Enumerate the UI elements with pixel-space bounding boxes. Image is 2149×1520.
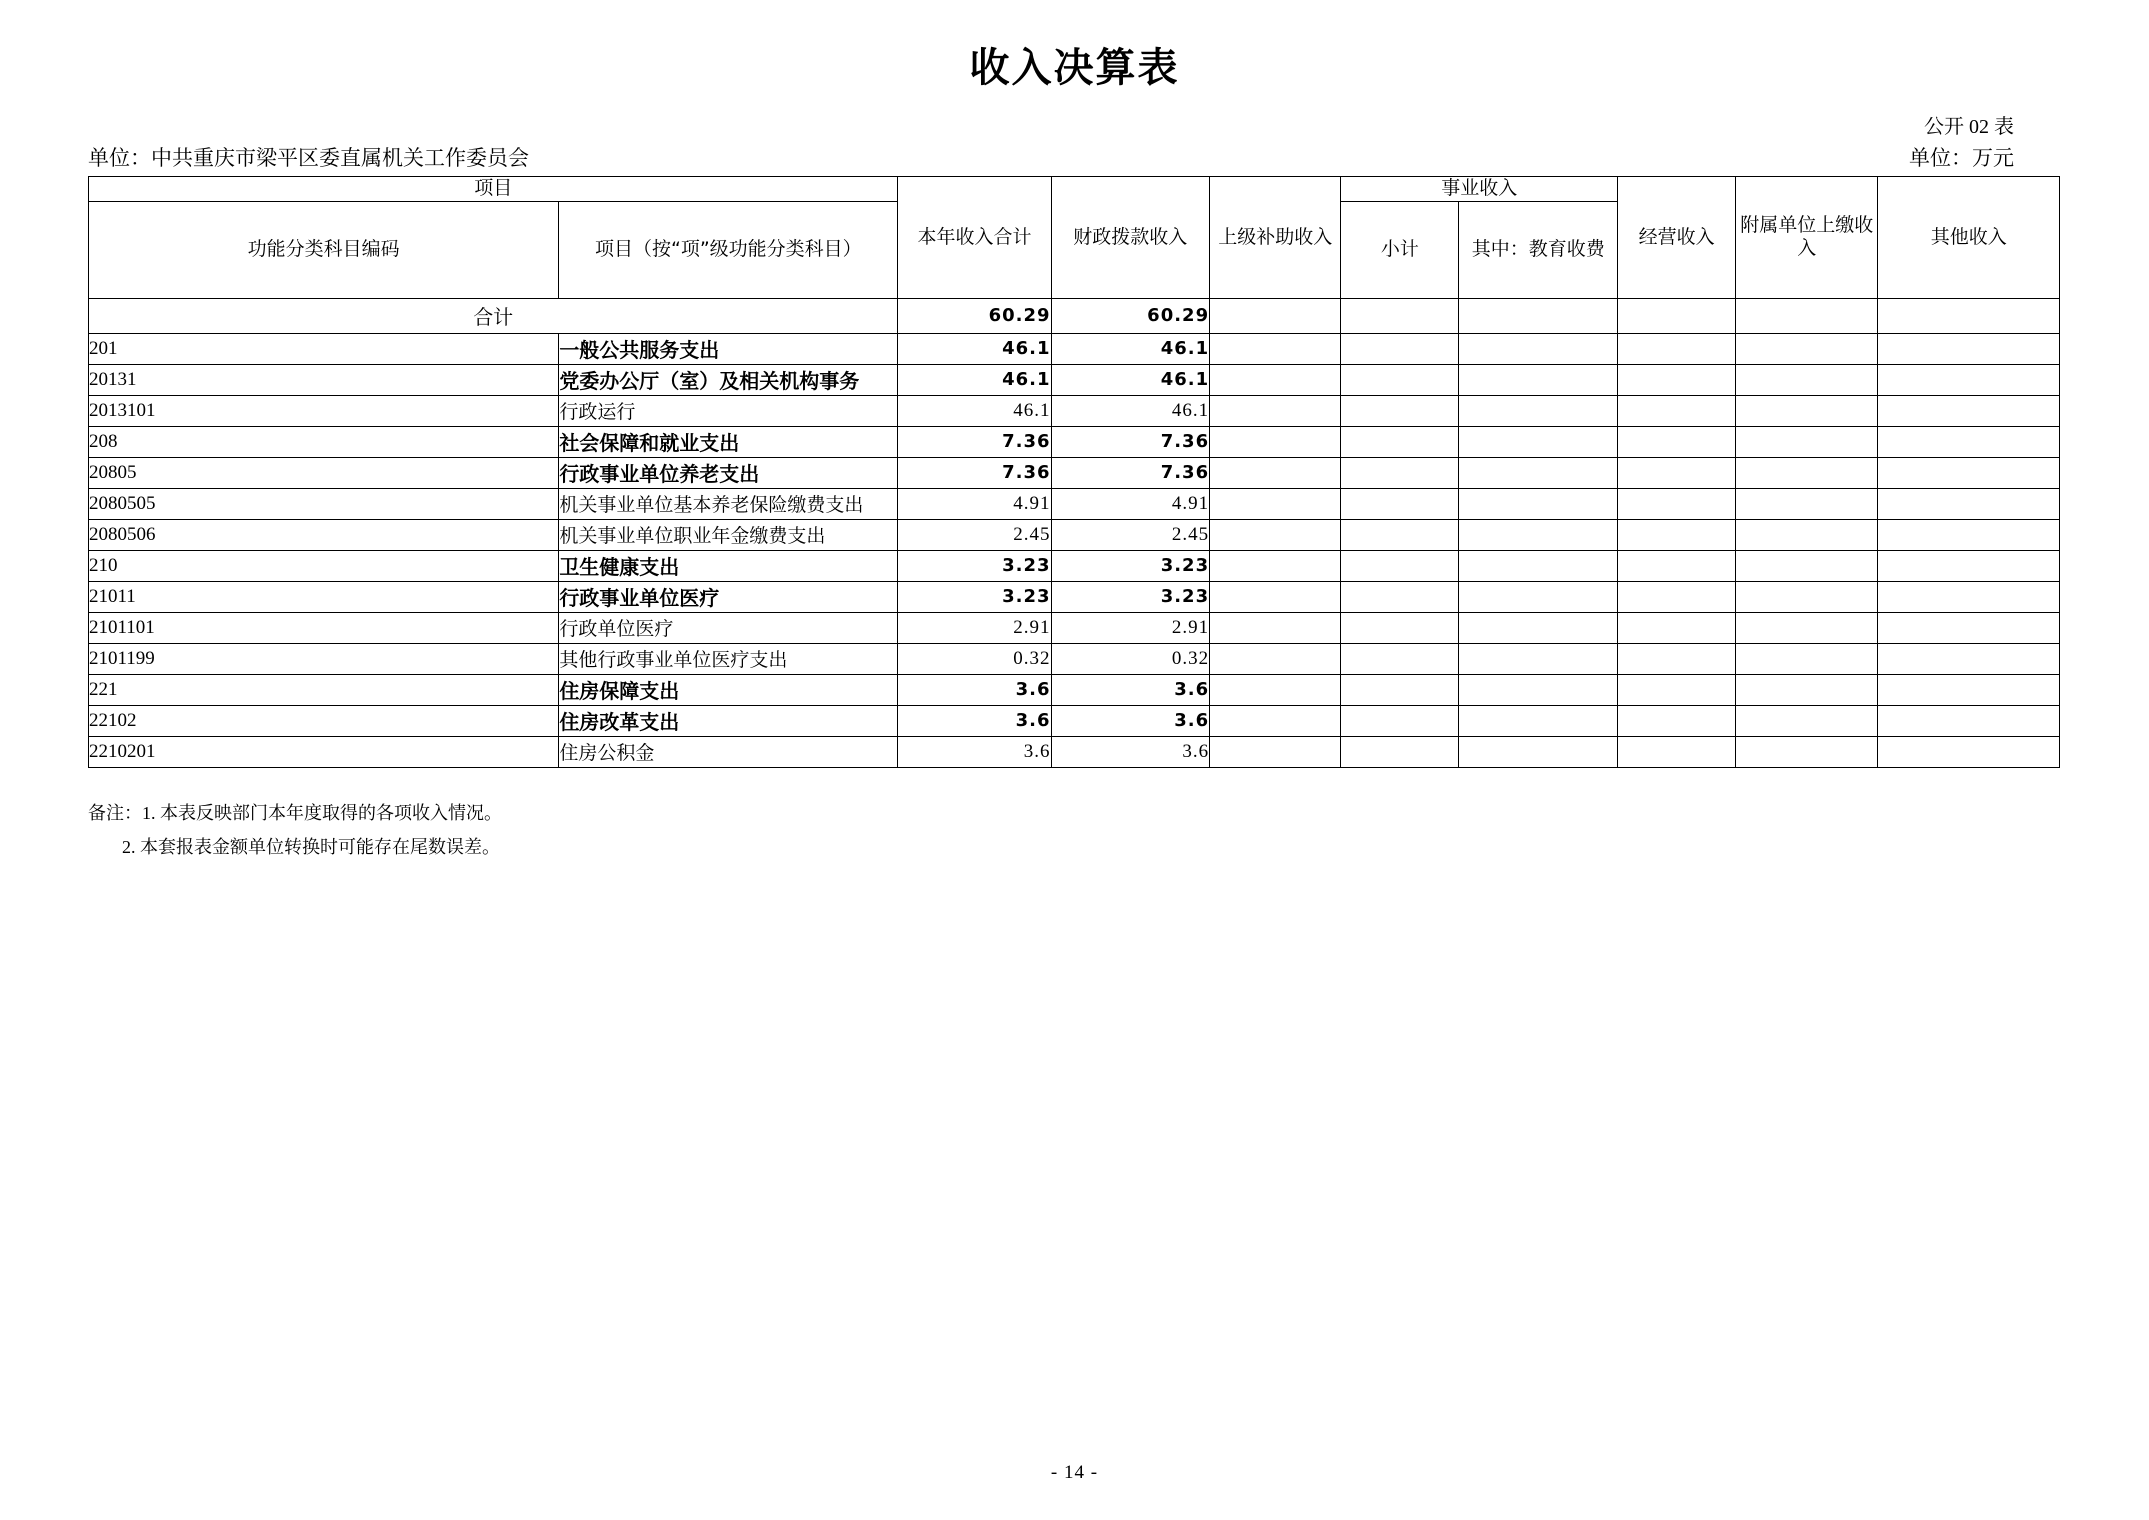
cell-business-subtotal bbox=[1341, 364, 1459, 395]
cell-superior-subsidy bbox=[1210, 736, 1341, 767]
cell-other-income bbox=[1878, 550, 2060, 581]
cell-item-name: 行政事业单位养老支出 bbox=[559, 457, 898, 488]
header-function-code: 功能分类科目编码 bbox=[89, 201, 559, 298]
table-row bbox=[89, 395, 2060, 426]
cell-other-income bbox=[1878, 705, 2060, 736]
cell-function-code: 2080506 bbox=[89, 519, 559, 550]
cell-business-subtotal bbox=[1341, 457, 1459, 488]
cell-business-subtotal bbox=[1341, 643, 1459, 674]
cell-business-education-fee bbox=[1459, 457, 1618, 488]
cell-subordinate-income bbox=[1736, 395, 1878, 426]
cell-operating-income bbox=[1618, 364, 1736, 395]
cell-subordinate-income bbox=[1736, 643, 1878, 674]
cell-operating-income bbox=[1618, 488, 1736, 519]
unit-name-label: 单位：中共重庆市梁平区委直属机关工作委员会 bbox=[88, 146, 529, 170]
table-row bbox=[89, 612, 2060, 643]
table-row bbox=[89, 643, 2060, 674]
table-notes bbox=[88, 796, 502, 864]
cell-superior-subsidy bbox=[1210, 488, 1341, 519]
cell-fiscal-appropriation: 46.1 bbox=[1051, 395, 1210, 426]
cell-business-education-fee bbox=[1459, 705, 1618, 736]
cell-business-education-fee bbox=[1459, 736, 1618, 767]
cell-fiscal-appropriation: 3.23 bbox=[1051, 550, 1210, 581]
cell-operating-income bbox=[1618, 519, 1736, 550]
header-other-income: 其他收入 bbox=[1878, 177, 2060, 299]
cell-function-code: 20131 bbox=[89, 364, 559, 395]
cell-business-education-fee bbox=[1459, 426, 1618, 457]
table-row bbox=[89, 674, 2060, 705]
cell-subordinate-income bbox=[1736, 736, 1878, 767]
cell-operating-income bbox=[1618, 550, 1736, 581]
cell-business-education-fee bbox=[1459, 581, 1618, 612]
cell-operating-income bbox=[1618, 643, 1736, 674]
cell-item-name: 住房保障支出 bbox=[559, 674, 898, 705]
cell-superior-subsidy bbox=[1210, 426, 1341, 457]
cell-subordinate-income bbox=[1736, 364, 1878, 395]
cell-business-education-fee bbox=[1459, 643, 1618, 674]
total-row-business-edu bbox=[1459, 298, 1618, 333]
cell-fiscal-appropriation: 3.6 bbox=[1051, 705, 1210, 736]
cell-fiscal-appropriation: 2.91 bbox=[1051, 612, 1210, 643]
total-row-business-sub bbox=[1341, 298, 1459, 333]
cell-business-education-fee bbox=[1459, 364, 1618, 395]
cell-business-subtotal bbox=[1341, 426, 1459, 457]
header-business-subtotal: 小计 bbox=[1341, 201, 1459, 298]
cell-item-name: 机关事业单位基本养老保险缴费支出 bbox=[559, 488, 898, 519]
total-row-subordinate bbox=[1736, 298, 1878, 333]
cell-item-name: 其他行政事业单位医疗支出 bbox=[559, 643, 898, 674]
cell-total-income: 3.6 bbox=[898, 736, 1051, 767]
total-row-operating bbox=[1618, 298, 1736, 333]
header-project-group: 项目 bbox=[89, 177, 898, 202]
cell-item-name: 行政事业单位医疗 bbox=[559, 581, 898, 612]
total-row-superior bbox=[1210, 298, 1341, 333]
table-row bbox=[89, 488, 2060, 519]
cell-subordinate-income bbox=[1736, 550, 1878, 581]
cell-other-income bbox=[1878, 333, 2060, 364]
cell-subordinate-income bbox=[1736, 488, 1878, 519]
header-fiscal-appropriation: 财政拨款收入 bbox=[1051, 177, 1210, 299]
cell-fiscal-appropriation: 3.6 bbox=[1051, 736, 1210, 767]
cell-other-income bbox=[1878, 364, 2060, 395]
income-final-accounts-table bbox=[88, 176, 2060, 768]
cell-item-name: 住房改革支出 bbox=[559, 705, 898, 736]
amount-unit-label: 单位：万元 bbox=[1909, 146, 2014, 170]
cell-subordinate-income bbox=[1736, 581, 1878, 612]
cell-item-name: 住房公积金 bbox=[559, 736, 898, 767]
cell-fiscal-appropriation: 3.6 bbox=[1051, 674, 1210, 705]
cell-business-education-fee bbox=[1459, 519, 1618, 550]
header-superior-subsidy: 上级补助收入 bbox=[1210, 177, 1341, 299]
cell-operating-income bbox=[1618, 705, 1736, 736]
cell-function-code: 2101101 bbox=[89, 612, 559, 643]
cell-other-income bbox=[1878, 612, 2060, 643]
cell-function-code: 2101199 bbox=[89, 643, 559, 674]
cell-superior-subsidy bbox=[1210, 457, 1341, 488]
note-line-2: 2. 本套报表金额单位转换时可能存在尾数误差。 bbox=[122, 837, 500, 858]
cell-other-income bbox=[1878, 643, 2060, 674]
table-row bbox=[89, 550, 2060, 581]
total-row-total: 60.29 bbox=[898, 298, 1051, 333]
cell-subordinate-income bbox=[1736, 333, 1878, 364]
header-subordinate-income: 附属单位上缴收入 bbox=[1736, 177, 1878, 299]
total-row-label: 合计 bbox=[89, 298, 898, 333]
cell-total-income: 46.1 bbox=[898, 333, 1051, 364]
cell-fiscal-appropriation: 2.45 bbox=[1051, 519, 1210, 550]
cell-business-subtotal bbox=[1341, 488, 1459, 519]
cell-superior-subsidy bbox=[1210, 395, 1341, 426]
cell-item-name: 一般公共服务支出 bbox=[559, 333, 898, 364]
cell-total-income: 3.23 bbox=[898, 581, 1051, 612]
cell-fiscal-appropriation: 7.36 bbox=[1051, 457, 1210, 488]
cell-business-subtotal bbox=[1341, 612, 1459, 643]
cell-other-income bbox=[1878, 519, 2060, 550]
header-business-income-group: 事业收入 bbox=[1341, 177, 1618, 202]
table-row bbox=[89, 333, 2060, 364]
cell-total-income: 3.23 bbox=[898, 550, 1051, 581]
cell-item-name: 社会保障和就业支出 bbox=[559, 426, 898, 457]
cell-function-code: 221 bbox=[89, 674, 559, 705]
total-row-other bbox=[1878, 298, 2060, 333]
cell-other-income bbox=[1878, 457, 2060, 488]
cell-business-subtotal bbox=[1341, 550, 1459, 581]
cell-function-code: 208 bbox=[89, 426, 559, 457]
cell-other-income bbox=[1878, 488, 2060, 519]
cell-superior-subsidy bbox=[1210, 705, 1341, 736]
cell-total-income: 46.1 bbox=[898, 364, 1051, 395]
cell-function-code: 21011 bbox=[89, 581, 559, 612]
table-row bbox=[89, 519, 2060, 550]
note-line-1: 备注：1. 本表反映部门本年度取得的各项收入情况。 bbox=[88, 803, 502, 823]
cell-subordinate-income bbox=[1736, 705, 1878, 736]
table-header-row-1 bbox=[89, 177, 2060, 202]
cell-function-code: 2080505 bbox=[89, 488, 559, 519]
cell-business-subtotal bbox=[1341, 581, 1459, 612]
cell-function-code: 20805 bbox=[89, 457, 559, 488]
cell-function-code: 22102 bbox=[89, 705, 559, 736]
cell-operating-income bbox=[1618, 457, 1736, 488]
cell-business-subtotal bbox=[1341, 519, 1459, 550]
cell-business-subtotal bbox=[1341, 736, 1459, 767]
cell-total-income: 4.91 bbox=[898, 488, 1051, 519]
cell-item-name: 卫生健康支出 bbox=[559, 550, 898, 581]
cell-total-income: 46.1 bbox=[898, 395, 1051, 426]
cell-fiscal-appropriation: 7.36 bbox=[1051, 426, 1210, 457]
cell-operating-income bbox=[1618, 612, 1736, 643]
cell-operating-income bbox=[1618, 333, 1736, 364]
cell-business-education-fee bbox=[1459, 550, 1618, 581]
table-row bbox=[89, 581, 2060, 612]
cell-superior-subsidy bbox=[1210, 643, 1341, 674]
cell-subordinate-income bbox=[1736, 674, 1878, 705]
header-business-education-fee: 其中：教育收费 bbox=[1459, 201, 1618, 298]
cell-function-code: 2013101 bbox=[89, 395, 559, 426]
cell-fiscal-appropriation: 3.23 bbox=[1051, 581, 1210, 612]
cell-other-income bbox=[1878, 674, 2060, 705]
cell-other-income bbox=[1878, 736, 2060, 767]
cell-business-education-fee bbox=[1459, 674, 1618, 705]
cell-other-income bbox=[1878, 581, 2060, 612]
cell-item-name: 机关事业单位职业年金缴费支出 bbox=[559, 519, 898, 550]
cell-item-name: 党委办公厅（室）及相关机构事务 bbox=[559, 364, 898, 395]
cell-fiscal-appropriation: 46.1 bbox=[1051, 333, 1210, 364]
cell-business-education-fee bbox=[1459, 488, 1618, 519]
cell-business-education-fee bbox=[1459, 395, 1618, 426]
cell-fiscal-appropriation: 46.1 bbox=[1051, 364, 1210, 395]
cell-subordinate-income bbox=[1736, 612, 1878, 643]
cell-business-subtotal bbox=[1341, 395, 1459, 426]
cell-superior-subsidy bbox=[1210, 519, 1341, 550]
cell-subordinate-income bbox=[1736, 519, 1878, 550]
cell-item-name: 行政运行 bbox=[559, 395, 898, 426]
cell-operating-income bbox=[1618, 674, 1736, 705]
header-operating-income: 经营收入 bbox=[1618, 177, 1736, 299]
form-number: 公开 02 表 bbox=[1924, 116, 2014, 138]
cell-operating-income bbox=[1618, 426, 1736, 457]
header-item-name: 项目（按“项”级功能分类科目） bbox=[559, 201, 898, 298]
cell-superior-subsidy bbox=[1210, 612, 1341, 643]
cell-total-income: 3.6 bbox=[898, 705, 1051, 736]
cell-other-income bbox=[1878, 426, 2060, 457]
cell-business-education-fee bbox=[1459, 612, 1618, 643]
cell-superior-subsidy bbox=[1210, 581, 1341, 612]
header-total-income: 本年收入合计 bbox=[898, 177, 1051, 299]
cell-item-name: 行政单位医疗 bbox=[559, 612, 898, 643]
cell-business-subtotal bbox=[1341, 674, 1459, 705]
cell-fiscal-appropriation: 4.91 bbox=[1051, 488, 1210, 519]
cell-superior-subsidy bbox=[1210, 674, 1341, 705]
cell-operating-income bbox=[1618, 581, 1736, 612]
cell-function-code: 2210201 bbox=[89, 736, 559, 767]
table-row-total bbox=[89, 298, 2060, 333]
total-row-fiscal: 60.29 bbox=[1051, 298, 1210, 333]
cell-total-income: 2.45 bbox=[898, 519, 1051, 550]
cell-subordinate-income bbox=[1736, 457, 1878, 488]
table-row bbox=[89, 364, 2060, 395]
cell-function-code: 210 bbox=[89, 550, 559, 581]
cell-function-code: 201 bbox=[89, 333, 559, 364]
cell-superior-subsidy bbox=[1210, 364, 1341, 395]
cell-total-income: 7.36 bbox=[898, 426, 1051, 457]
cell-fiscal-appropriation: 0.32 bbox=[1051, 643, 1210, 674]
cell-total-income: 3.6 bbox=[898, 674, 1051, 705]
table-row bbox=[89, 426, 2060, 457]
table-body bbox=[89, 298, 2060, 767]
table-row bbox=[89, 705, 2060, 736]
cell-superior-subsidy bbox=[1210, 550, 1341, 581]
cell-total-income: 2.91 bbox=[898, 612, 1051, 643]
cell-business-education-fee bbox=[1459, 333, 1618, 364]
page-number: - 14 - bbox=[1050, 1462, 1099, 1483]
cell-other-income bbox=[1878, 395, 2060, 426]
cell-subordinate-income bbox=[1736, 426, 1878, 457]
cell-superior-subsidy bbox=[1210, 333, 1341, 364]
table-row bbox=[89, 457, 2060, 488]
cell-business-subtotal bbox=[1341, 333, 1459, 364]
cell-business-subtotal bbox=[1341, 705, 1459, 736]
cell-operating-income bbox=[1618, 736, 1736, 767]
table-row bbox=[89, 736, 2060, 767]
cell-total-income: 0.32 bbox=[898, 643, 1051, 674]
page-title: 收入决算表 bbox=[969, 45, 1180, 91]
cell-total-income: 7.36 bbox=[898, 457, 1051, 488]
cell-operating-income bbox=[1618, 395, 1736, 426]
